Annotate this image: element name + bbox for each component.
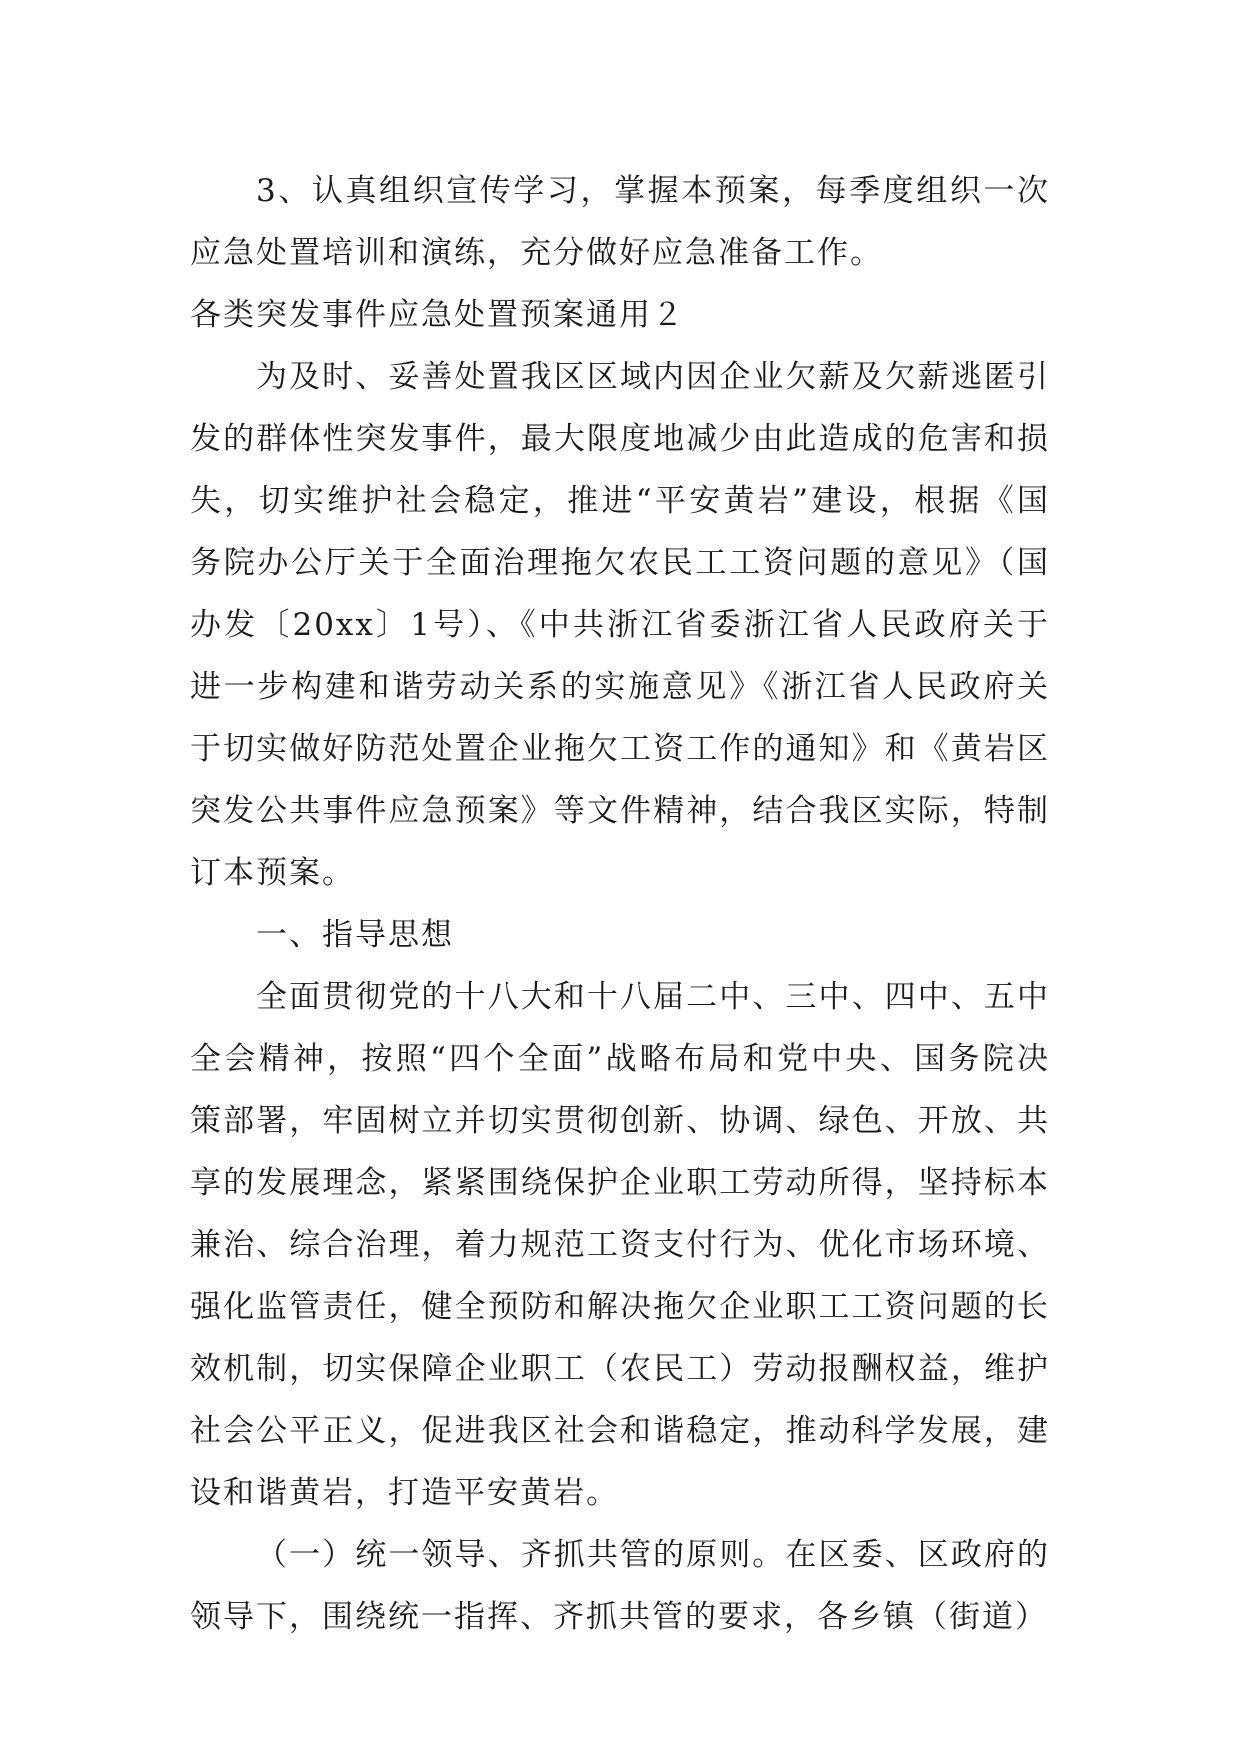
paragraph-guiding-ideology: 全面贯彻党的十八大和十八届二中、三中、四中、五中全会精神，按照“四个全面”战略布局和党中央、国务院决策部署，牢固树立并切实贯彻创新、协调、绿色、开放、共享的发展理念，紧紧围绕保护企业职工劳动所得，坚持标本兼治、综合治理，着力规范工资支付行为、优化市场环境、强化监管责任，健全预防和解决拖欠企业职工工资问题的长效机制，切实保障企业职工（农民工）劳动报酬权益，维护社会公平正义，促进我区社会和谐稳定，推动科学发展，建设和谐黄岩，打造平安黄岩。	[190, 979, 1050, 1511]
paragraph-principle-1: （一）统一领导、齐抓共管的原则。在区委、区政府的领导下，围绕统一指挥、齐抓共管的要求，各乡镇（街道）	[190, 1537, 1050, 1635]
document-body	[190, 160, 1050, 1648]
heading-guiding-ideology: 一、指导思想	[256, 917, 454, 953]
paragraph-purpose: 为及时、妥善处置我区区域内因企业欠薪及欠薪逃匿引发的群体性突发事件，最大限度地减少由此造成的危害和损失，切实维护社会稳定，推进“平安黄岩”建设，根据《国务院办公厅关于全面治理拖欠农民工工资问题的意见》（国办发〔20xx〕1号）、《中共浙江省委浙江省人民政府关于进一步构建和谐劳动关系的实施意见》《浙江省人民政府关于切实做好防范处置企业拖欠工资工作的通知》和《黄岩区突发公共事件应急预案》等文件精神，结合我区实际，特制订本预案。	[190, 359, 1050, 891]
section-title: 各类突发事件应急处置预案通用２	[190, 297, 685, 333]
paragraph-preparation-item-3: 3、认真组织宣传学习，掌握本预案，每季度组织一次应急处置培训和演练，充分做好应急准备工作。	[190, 173, 1050, 271]
